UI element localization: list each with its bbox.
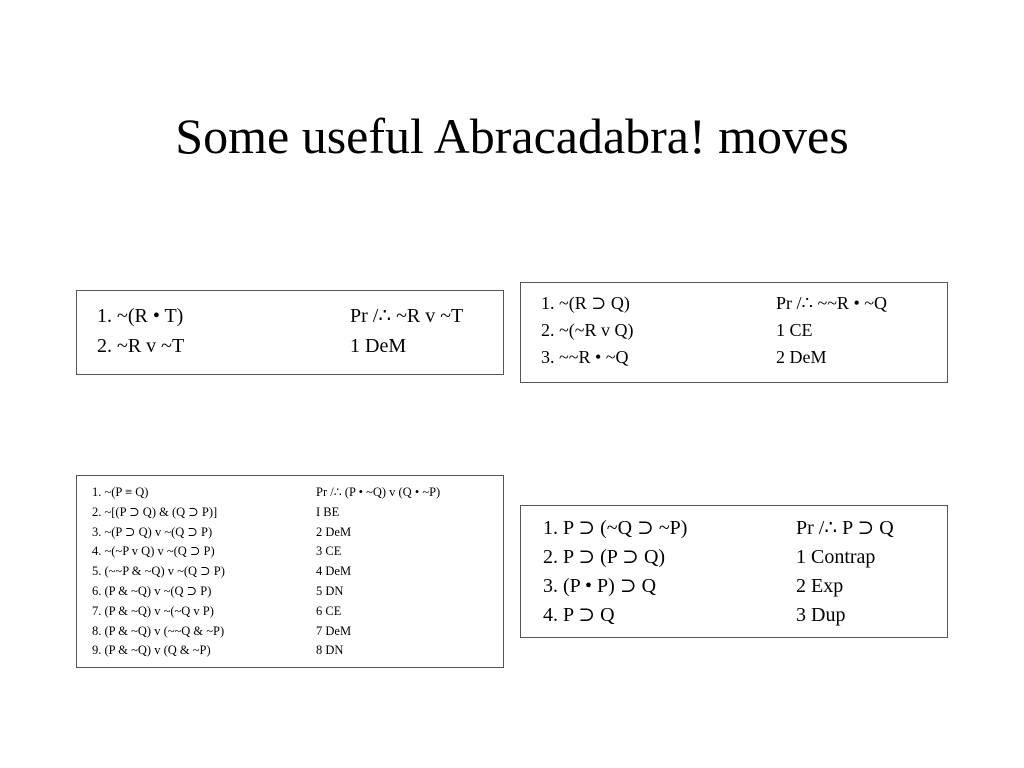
- proof-justification: 6 CE: [316, 603, 342, 618]
- proof-line: [97, 301, 503, 331]
- proof-formula: 2. ~R v ~T: [97, 335, 185, 357]
- slide-title: Some useful Abracadabra! moves: [175, 108, 849, 164]
- proof-line: [92, 503, 503, 523]
- proof-formula: 2. P ⊃ (P ⊃ Q): [543, 546, 666, 568]
- proof-line: [541, 317, 947, 344]
- proof-line: [92, 582, 503, 602]
- proof-line: [92, 542, 503, 562]
- proof-formula: 3. (P • P) ⊃ Q: [543, 575, 657, 597]
- proof-formula: 3. ~(P ⊃ Q) v ~(Q ⊃ P): [92, 524, 213, 539]
- proof-box-negated-conditional: [520, 282, 948, 383]
- proof-line: [543, 601, 947, 630]
- proof-formula: 9. (P & ~Q) v (Q & ~P): [92, 643, 211, 658]
- proof-justification: Pr /∴ ~R v ~T: [350, 305, 464, 327]
- proof-line: [92, 641, 503, 661]
- proof-justification: 2 DeM: [776, 347, 827, 367]
- proof-formula: 4. ~(~P v Q) v ~(Q ⊃ P): [92, 544, 215, 559]
- proof-justification: Pr /∴ P ⊃ Q: [796, 517, 894, 539]
- proof-justification: 1 Contrap: [796, 546, 876, 568]
- proof-justification: 7 DeM: [316, 623, 352, 638]
- proof-justification: 8 DN: [316, 643, 344, 658]
- proof-line: [92, 562, 503, 582]
- proof-line: [541, 290, 947, 317]
- proof-box-contraposition: [520, 505, 948, 638]
- proof-formula: 8. (P & ~Q) v (~~Q & ~P): [92, 623, 225, 638]
- proof-justification: 5 DN: [316, 583, 344, 598]
- proof-line: [541, 344, 947, 371]
- proof-justification: Pr /∴ (P • ~Q) v (Q • ~P): [316, 485, 441, 499]
- proof-line: [543, 543, 947, 572]
- proof-line: [92, 602, 503, 622]
- proof-box-negated-biconditional: [76, 475, 504, 668]
- proof-formula: 3. ~~R • ~Q: [541, 347, 629, 367]
- proof-justification: 4 DeM: [316, 564, 352, 579]
- proof-formula: 7. (P & ~Q) v ~(~Q v P): [92, 603, 214, 618]
- proof-justification: Pr /∴ ~~R • ~Q: [776, 293, 887, 313]
- proof-line: [92, 523, 503, 543]
- proof-formula: 1. ~(P ≡ Q): [92, 485, 149, 499]
- proof-justification: I BE: [316, 504, 340, 519]
- proof-formula: 1. ~(R ⊃ Q): [541, 293, 630, 313]
- proof-justification: 2 DeM: [316, 524, 352, 539]
- proof-line: [92, 483, 503, 503]
- proof-justification: 2 Exp: [796, 575, 844, 597]
- proof-formula: 6. (P & ~Q) v ~(Q ⊃ P): [92, 583, 212, 598]
- proof-box-demorgan-conjunction: [76, 290, 504, 375]
- proof-justification: 1 CE: [776, 320, 813, 340]
- proof-line: [543, 572, 947, 601]
- proof-line: [97, 331, 503, 361]
- proof-justification: 1 DeM: [350, 335, 407, 357]
- proof-justification: 3 CE: [316, 544, 342, 559]
- proof-formula: 2. ~[(P ⊃ Q) & (Q ⊃ P)]: [92, 504, 218, 519]
- proof-line: [92, 622, 503, 642]
- proof-formula: 1. P ⊃ (~Q ⊃ ~P): [543, 517, 688, 539]
- proof-line: [543, 514, 947, 543]
- proof-formula: 4. P ⊃ Q: [543, 604, 615, 626]
- proof-formula: 5. (~~P & ~Q) v ~(Q ⊃ P): [92, 564, 225, 579]
- proof-formula: 1. ~(R • T): [97, 305, 184, 327]
- proof-justification: 3 Dup: [796, 604, 846, 626]
- proof-formula: 2. ~(~R v Q): [541, 320, 634, 340]
